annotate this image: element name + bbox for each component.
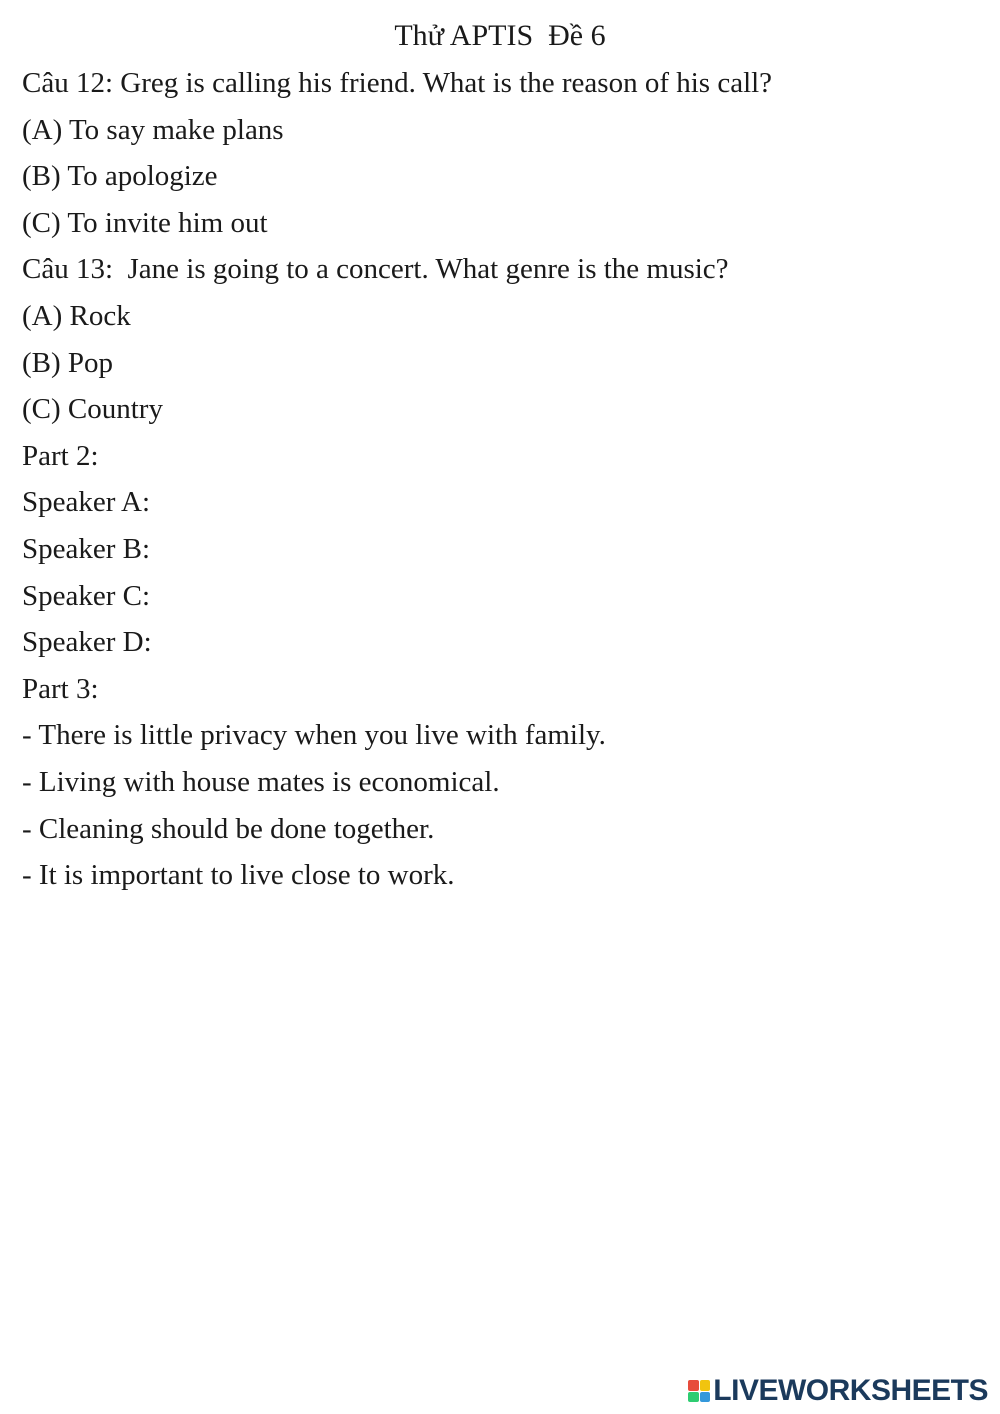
question-13-option-a: (A) Rock [22,299,131,332]
question-12-option-b: (B) To apologize [22,160,218,193]
question-12-option-a: (A) To say make plans [22,113,284,146]
question-13-option-c: (C) Country [22,393,163,426]
part-3-statement-4: - It is important to live close to work. [22,859,455,892]
speaker-c-label: Speaker C: [22,579,151,612]
liveworksheets-logo-text: LIVEWORKSHEETS [713,1374,988,1407]
logo-square-yellow [700,1380,711,1391]
part-3-statement-2: - Living with house mates is economical. [22,765,500,798]
question-12-text: Câu 12: Greg is calling his friend. What is the reason of his call? [22,67,773,99]
part-3-heading: Part 3: [22,672,99,705]
part-3-statement-1: - There is little privacy when you live with family. [22,719,606,752]
part-2-heading: Part 2: [22,439,99,472]
liveworksheets-logo-icon [688,1380,710,1402]
speaker-a-label: Speaker A: [22,486,151,519]
logo-square-blue [700,1392,711,1403]
document-body [22,60,982,899]
logo-square-green [688,1392,699,1403]
question-12-option-c: (C) To invite him out [22,206,268,239]
question-13-text: Câu 13: Jane is going to a concert. What genre is the music? [22,253,729,286]
logo-square-red [688,1380,699,1391]
question-13-option-b: (B) Pop [22,346,114,379]
speaker-b-label: Speaker B: [22,532,151,565]
speaker-d-label: Speaker D: [22,626,152,659]
liveworksheets-watermark [688,1376,988,1406]
part-3-statement-3: - Cleaning should be done together. [22,812,435,845]
document-title: Thử APTIS Đề 6 [394,19,606,52]
